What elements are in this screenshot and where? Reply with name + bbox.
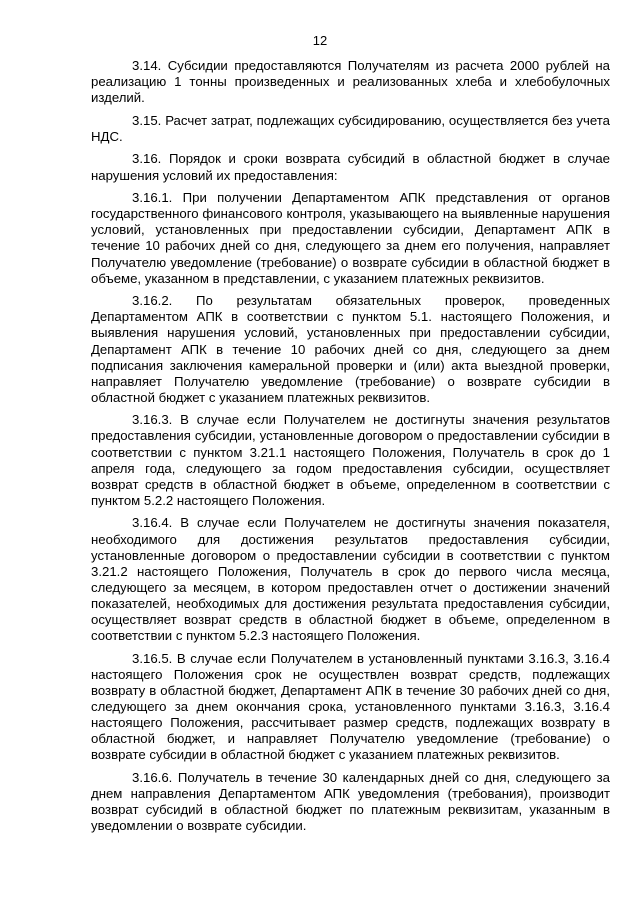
document-body — [91, 58, 610, 834]
paragraph-3-16-2: 3.16.2. По результатам обязательных проверок, проведенных Департаментом АПК в соответствии с пунктом 5.1. настоящего Положения, и выявления нарушения условий, установленных при предоставлении субсидии, Департамент АПК в течение 10 рабочих дней со дня, следующего за днем подписания заключения камеральной проверки и (или) акта выездной проверки, направляет Получателю уведомление (требование) о возврате субсидии в областной бюджет с указанием платежных реквизитов. — [91, 293, 610, 405]
paragraph-3-16-6: 3.16.6. Получатель в течение 30 календарных дней со дня, следующего за днем направления Департаментом АПК уведомления (требования), производит возврат субсидий в областной бюджет по платежным реквизитам, указанным в уведомлении о возврате субсидии. — [91, 769, 610, 834]
paragraph-3-15: 3.15. Расчет затрат, подлежащих субсидированию, осуществляется без учета НДС. — [91, 112, 610, 144]
page-number: 12 — [312, 33, 328, 48]
paragraph-3-14: 3.14. Субсидии предоставляются Получателям из расчета 2000 рублей на реализацию 1 тонны произведенных и реализованных хлеба и хлебобулочных изделий. — [91, 58, 610, 106]
paragraph-3-16-5: 3.16.5. В случае если Получателем в установленный пунктами 3.16.3, 3.16.4 настоящего Положения срок не осуществлен возврат средств, подлежащих возврату в областной бюджет, Департамент АПК в течение 30 рабочих дней со дня, следующего за днем окончания срока, установленного пунктами 3.16.3, 3.16.4 настоящего Положения, рассчитывает размер средств, подлежащих возврату в областной бюджет, и направляет Получателю уведомление (требование) о возврате субсидии в областной бюджет с указанием платежных реквизитов. — [91, 650, 610, 763]
paragraph-3-16-1: 3.16.1. При получении Департаментом АПК представления от органов государственного финансового контроля, указывающего на выявленные нарушения условий, установленных при предоставлении субсидии, Департамент АПК в течение 10 рабочих дней со дня, следующего за днем его получения, направляет Получателю уведомление (требование) о возврате субсидии в областной бюджет в объеме, указанном в представлении, с указанием платежных реквизитов. — [91, 190, 610, 286]
paragraph-3-16-3: 3.16.3. В случае если Получателем не достигнуты значения результатов предоставления субсидии, установленные договором о предоставлении субсидии в соответствии с пунктом 3.21.1 настоящего Положения, Получатель в срок до 1 апреля года, следующего за годом предоставления субсидии, осуществляет возврат средств в областной бюджет в объеме, определенном в соответствии с пунктом 5.2.2 настоящего Положения. — [91, 412, 610, 508]
paragraph-3-16: 3.16. Порядок и сроки возврата субсидий в областной бюджет в случае нарушения условий их предоставления: — [91, 151, 610, 183]
paragraph-3-16-4: 3.16.4. В случае если Получателем не достигнуты значения показателя, необходимого для достижения результатов предоставления субсидии, установленные договором о предоставлении субсидии в соответствии с пунктом 3.21.2 настоящего Положения, Получатель в срок до первого числа месяца, следующего за месяцем, в котором предоставлен отчет о достижении значений показателей, необходимых для достижения результата предоставления субсидии, осуществляет возврат средств в областной бюджет в объеме, определенном в соответствии с пунктом 5.2.3 настоящего Положения. — [91, 515, 610, 644]
